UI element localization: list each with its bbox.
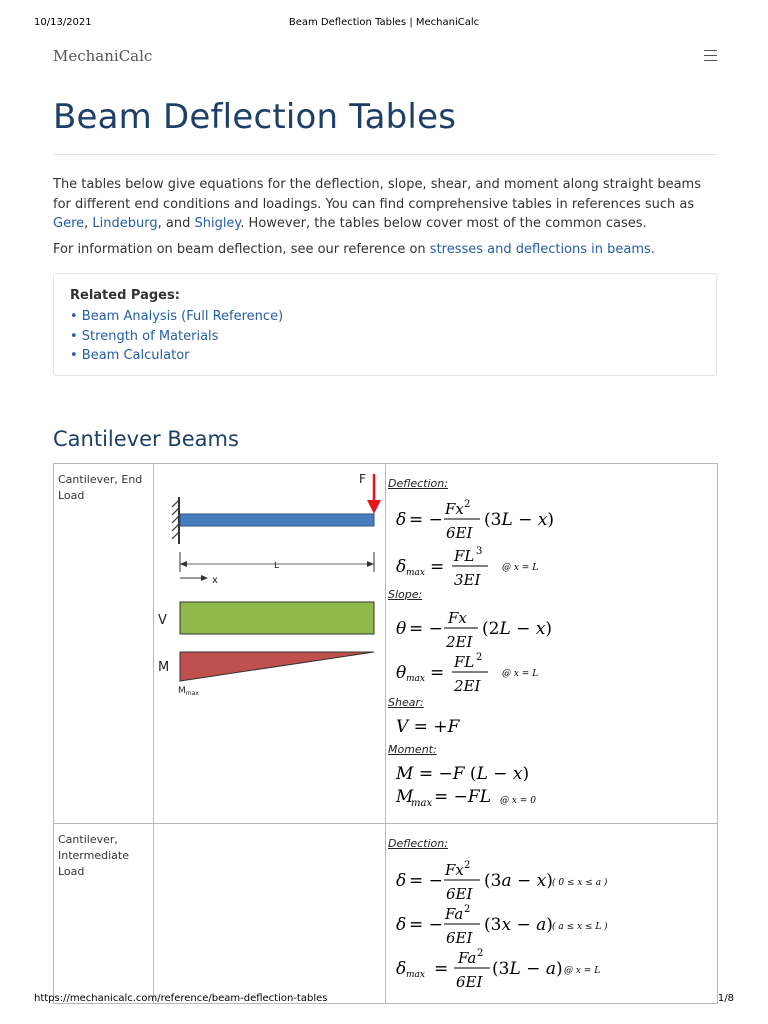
svg-text:=: = bbox=[430, 557, 445, 577]
print-page-number: 1/8 bbox=[717, 993, 734, 1004]
svg-text:δ: δ bbox=[396, 557, 407, 577]
page-title: Beam Deflection Tables bbox=[53, 97, 457, 137]
force-arrow-icon bbox=[367, 474, 381, 514]
mmax-label: $M_{max}$ bbox=[178, 686, 199, 697]
svg-text:θ: θ bbox=[396, 663, 407, 683]
table-row bbox=[54, 464, 718, 824]
svg-text:M = −F (L − x): M = −F (L − x) bbox=[396, 764, 530, 784]
svg-text:= −: = − bbox=[409, 915, 443, 935]
deflection-label: Deflection: bbox=[388, 837, 448, 850]
print-url: https://mechanicalc.com/reference/beam-deflection-tables bbox=[34, 993, 328, 1004]
svg-text:3: 3 bbox=[476, 546, 483, 557]
slope-equation bbox=[392, 604, 592, 650]
svg-text:FL: FL bbox=[454, 653, 475, 671]
svg-text:δ: δ bbox=[396, 959, 407, 979]
max-deflection-equation bbox=[392, 542, 592, 588]
case-name: Cantilever, Intermediate Load bbox=[54, 824, 154, 1004]
beam-diagram bbox=[154, 464, 386, 819]
max-slope-equation bbox=[392, 648, 592, 694]
deflection-label: Deflection: bbox=[388, 477, 448, 490]
deflection-equation-segment-1 bbox=[392, 856, 632, 902]
svg-text:= −: = − bbox=[409, 619, 443, 639]
intro-paragraph-2: For information on beam deflection, see our reference on stresses and deflections in beams. bbox=[53, 242, 655, 257]
svg-text:max: max bbox=[411, 798, 433, 809]
link-gere[interactable]: Gere bbox=[53, 216, 85, 231]
print-date: 10/13/2021 bbox=[34, 17, 92, 28]
svg-text:=: = bbox=[430, 663, 445, 683]
svg-text:θ: θ bbox=[396, 619, 407, 639]
svg-text:δ: δ bbox=[396, 871, 407, 891]
shear-equation bbox=[392, 712, 592, 740]
beam-body bbox=[180, 514, 374, 526]
svg-text:max: max bbox=[406, 568, 425, 578]
svg-text:6EI: 6EI bbox=[446, 885, 473, 902]
shear-diagram bbox=[180, 602, 374, 634]
svg-text:6EI: 6EI bbox=[446, 524, 473, 542]
svg-text:3EI: 3EI bbox=[454, 571, 481, 588]
svg-text:Fx: Fx bbox=[448, 609, 467, 627]
svg-text:max: max bbox=[406, 674, 425, 684]
brand-logo[interactable]: MechaniCalc bbox=[53, 47, 153, 65]
svg-text:2EI: 2EI bbox=[454, 677, 481, 694]
link-shigley[interactable]: Shigley bbox=[194, 216, 241, 231]
svg-text:(3L − a): (3L − a) bbox=[492, 959, 563, 979]
related-item-beam-calculator[interactable]: • Beam Calculator bbox=[70, 348, 190, 363]
svg-text:2: 2 bbox=[464, 860, 471, 871]
svg-text:(3a − x): (3a − x) bbox=[484, 871, 553, 891]
beam-diagram-cell bbox=[154, 824, 386, 1004]
svg-text:(2L − x): (2L − x) bbox=[482, 619, 553, 639]
svg-text:=: = bbox=[434, 959, 449, 979]
fixed-support-icon bbox=[172, 497, 179, 544]
table-row bbox=[54, 824, 718, 1004]
svg-text:= −: = − bbox=[409, 871, 443, 891]
svg-text:@ x = L: @ x = L bbox=[502, 669, 539, 679]
svg-text:6EI: 6EI bbox=[446, 929, 473, 946]
moment-equation-label: Moment: bbox=[388, 743, 437, 756]
title-divider bbox=[53, 154, 717, 155]
shear-label: V bbox=[158, 613, 167, 628]
svg-text:Fx: Fx bbox=[445, 500, 464, 518]
related-item-strength-of-materials[interactable]: • Strength of Materials bbox=[70, 328, 219, 344]
deflection-equation bbox=[392, 494, 592, 542]
svg-text:2: 2 bbox=[464, 904, 471, 915]
x-label: x bbox=[212, 575, 218, 586]
max-deflection-equation bbox=[392, 944, 632, 990]
shear-equation-label: Shear: bbox=[388, 696, 424, 709]
intro-paragraph: The tables below give equations for the deflection, slope, shear, and moment along straight beams for different end conditions and loadings. You can find comprehensive tables in references such as Gere, Lindeburg, and Shigley. However, the tables below cover most of the common cases. bbox=[53, 177, 701, 231]
svg-text:2EI: 2EI bbox=[446, 633, 473, 650]
related-pages-heading: Related Pages: bbox=[70, 288, 180, 303]
svg-text:δ: δ bbox=[396, 915, 407, 935]
svg-text:(3x − a): (3x − a) bbox=[484, 915, 553, 935]
svg-text:max: max bbox=[406, 970, 425, 980]
svg-text:@ x = 0: @ x = 0 bbox=[500, 796, 536, 806]
length-label: L bbox=[274, 561, 280, 571]
svg-text:2: 2 bbox=[476, 652, 483, 663]
svg-text:M: M bbox=[396, 787, 414, 807]
moment-label: M bbox=[158, 660, 170, 675]
beam-diagram-cell bbox=[154, 464, 386, 824]
print-title: Beam Deflection Tables | MechaniCalc bbox=[288, 17, 480, 28]
svg-text:@ x = L: @ x = L bbox=[564, 966, 601, 976]
related-item-beam-analysis[interactable]: • Beam Analysis (Full Reference) bbox=[70, 309, 284, 324]
link-lindeburg[interactable]: Lindeburg bbox=[92, 216, 158, 231]
hamburger-menu-icon[interactable] bbox=[704, 50, 717, 62]
beam-table bbox=[53, 463, 718, 1004]
svg-text:V = +F: V = +F bbox=[396, 717, 460, 737]
svg-text:(3L − x): (3L − x) bbox=[484, 510, 555, 530]
svg-text:6EI: 6EI bbox=[456, 973, 483, 990]
force-label: F bbox=[359, 472, 366, 486]
svg-text:( 0 ≤ x ≤ a ): ( 0 ≤ x ≤ a ) bbox=[552, 878, 608, 888]
svg-text:= −: = − bbox=[409, 510, 443, 530]
svg-text:Fa: Fa bbox=[458, 949, 477, 967]
svg-text:Fa: Fa bbox=[445, 905, 464, 923]
case-name: Cantilever, End Load bbox=[54, 464, 154, 824]
svg-text:( a ≤ x ≤ L ): ( a ≤ x ≤ L ) bbox=[552, 922, 608, 932]
related-pages-box bbox=[53, 273, 717, 376]
svg-text:@ x = L: @ x = L bbox=[502, 563, 539, 573]
svg-text:2: 2 bbox=[477, 948, 484, 959]
moment-diagram bbox=[180, 652, 374, 681]
deflection-equation-segment-2 bbox=[392, 900, 632, 946]
equation-cell bbox=[386, 464, 718, 824]
svg-text:Fx: Fx bbox=[445, 861, 464, 879]
svg-text:FL: FL bbox=[454, 547, 475, 565]
svg-text:= −FL: = −FL bbox=[434, 787, 491, 807]
slope-label: Slope: bbox=[388, 588, 423, 601]
section-title-cantilever: Cantilever Beams bbox=[53, 427, 239, 451]
equation-cell bbox=[386, 824, 718, 1004]
svg-text:δ: δ bbox=[396, 510, 407, 530]
link-stresses-deflections[interactable]: stresses and deflections in beams bbox=[429, 242, 651, 257]
max-moment-equation bbox=[392, 783, 592, 811]
svg-text:2: 2 bbox=[464, 499, 471, 510]
